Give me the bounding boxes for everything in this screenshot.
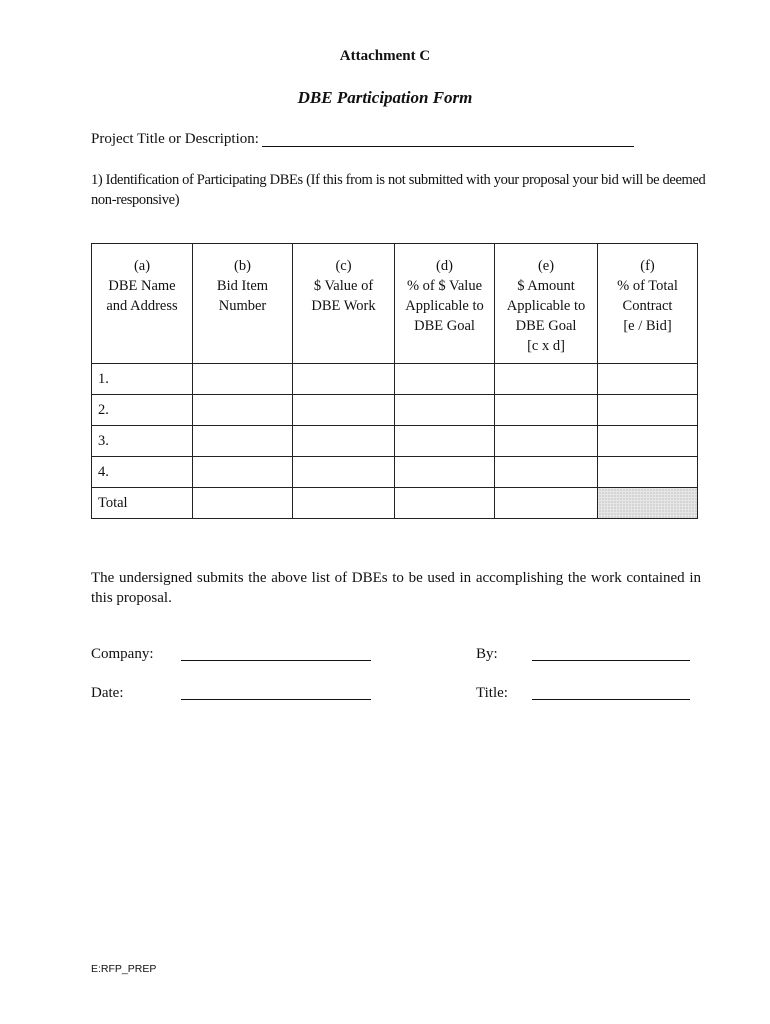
table-cell[interactable] <box>293 457 395 488</box>
row-label: 3. <box>92 426 193 457</box>
column-header-e: (e) $ Amount Applicable to DBE Goal [c x d] <box>495 244 598 364</box>
shaded-cell <box>598 488 698 519</box>
table-cell[interactable] <box>598 395 698 426</box>
table-cell[interactable] <box>193 457 293 488</box>
by-field[interactable] <box>532 660 690 661</box>
table-cell[interactable] <box>395 457 495 488</box>
column-header-a: (a) DBE Name and Address <box>92 244 193 364</box>
table-cell[interactable] <box>293 364 395 395</box>
row-label: 4. <box>92 457 193 488</box>
table-cell[interactable] <box>193 395 293 426</box>
total-row <box>92 488 698 519</box>
table-cell[interactable] <box>293 395 395 426</box>
by-label: By: <box>476 646 498 662</box>
table-row <box>92 395 698 426</box>
instruction-text <box>91 170 706 210</box>
column-header-c: (c) $ Value of DBE Work <box>293 244 395 364</box>
table-cell[interactable] <box>395 364 495 395</box>
table-row <box>92 364 698 395</box>
project-title-label: Project Title or Description: <box>91 131 259 147</box>
table-cell[interactable] <box>395 395 495 426</box>
footer-path: E:RFP_PREP <box>91 963 157 975</box>
table-cell[interactable] <box>293 488 395 519</box>
table-cell[interactable] <box>193 426 293 457</box>
instruction-line-2: non-responsive) <box>91 192 180 208</box>
table-row <box>92 426 698 457</box>
table-cell[interactable] <box>495 364 598 395</box>
column-header-d: (d) % of $ Value Applicable to DBE Goal <box>395 244 495 364</box>
instruction-line-1: 1) Identification of Participating DBEs (If this from is not submitted with your proposal your bid will be deemed <box>91 172 706 188</box>
form-title: DBE Participation Form <box>297 88 473 107</box>
table-cell[interactable] <box>598 364 698 395</box>
total-label: Total <box>92 488 193 519</box>
column-header-b: (b) Bid Item Number <box>193 244 293 364</box>
table-cell[interactable] <box>395 426 495 457</box>
date-field[interactable] <box>181 699 371 700</box>
table-cell[interactable] <box>495 426 598 457</box>
dbe-participation-table <box>91 243 698 519</box>
column-header-f: (f) % of Total Contract [e / Bid] <box>598 244 698 364</box>
title-label: Title: <box>476 685 508 701</box>
company-label: Company: <box>91 646 154 662</box>
table-cell[interactable] <box>495 395 598 426</box>
table-cell[interactable] <box>598 457 698 488</box>
table-cell[interactable] <box>495 457 598 488</box>
company-field[interactable] <box>181 660 371 661</box>
title-field[interactable] <box>532 699 690 700</box>
row-label: 1. <box>92 364 193 395</box>
attachment-heading: Attachment C <box>339 48 431 64</box>
project-title-field[interactable] <box>262 146 634 147</box>
table-cell[interactable] <box>495 488 598 519</box>
date-label: Date: <box>91 685 124 701</box>
table-cell[interactable] <box>193 488 293 519</box>
table-cell[interactable] <box>193 364 293 395</box>
undersigned-statement: The undersigned submits the above list of DBEs to be used in accomplishing the work contained in this proposal. <box>91 570 701 606</box>
table-cell[interactable] <box>598 426 698 457</box>
table-header-row <box>92 244 698 364</box>
row-label: 2. <box>92 395 193 426</box>
table-row <box>92 457 698 488</box>
table-cell[interactable] <box>395 488 495 519</box>
table-cell[interactable] <box>293 426 395 457</box>
